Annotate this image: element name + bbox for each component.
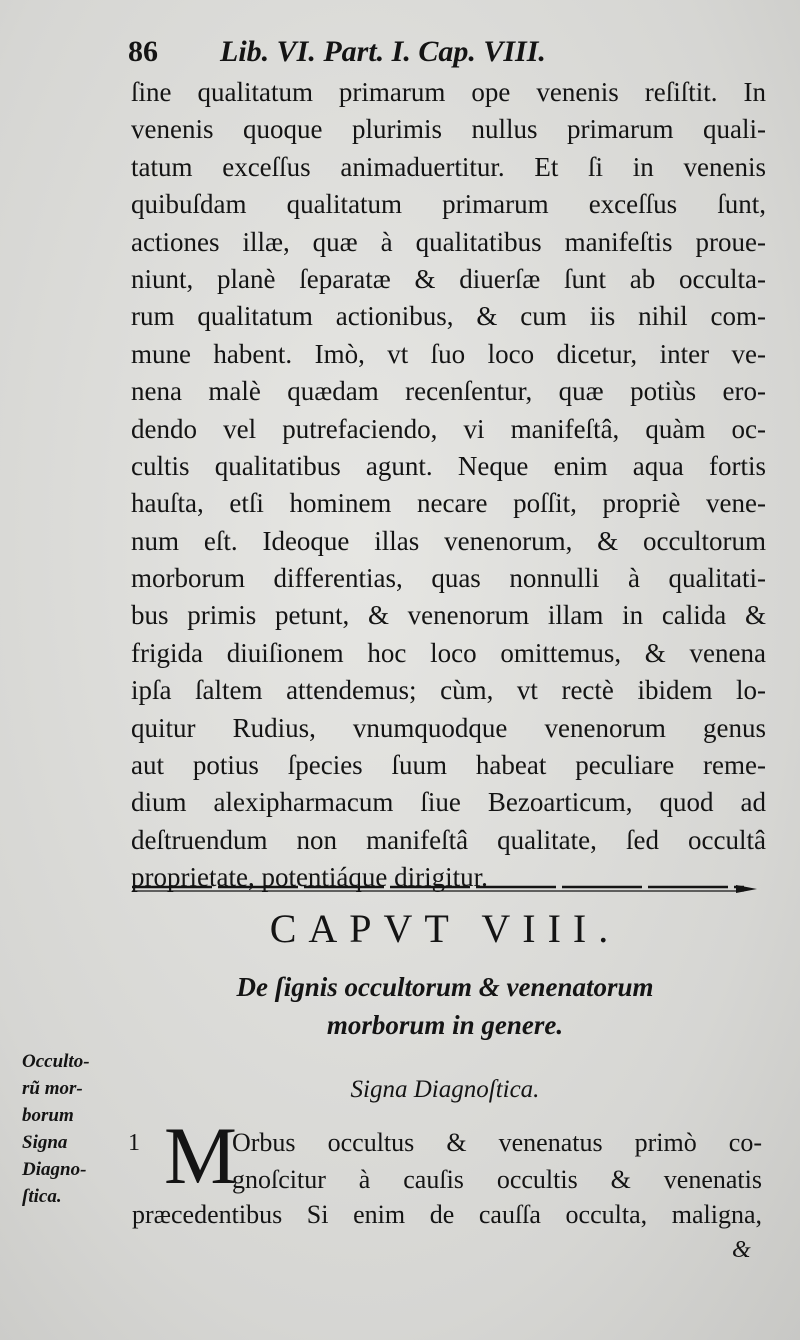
text-line: deſtruendum non manifeſtâ qualitate, ſed occultâ bbox=[131, 824, 766, 855]
text-line: tatum exceſſus animaduertitur. Et ſi in venenis bbox=[131, 151, 766, 182]
text-line: hauſta, etſi hominem necare poſſit, propriè vene- bbox=[131, 488, 766, 519]
chapter-subtitle-line-2: morborum in genere. bbox=[326, 1010, 564, 1040]
text-line: niunt, planè ſeparatæ & diuerſæ ſunt ab occulta- bbox=[131, 263, 766, 294]
running-title: Lib. VI. Part. I. Cap. VIII. bbox=[220, 35, 546, 68]
marginal-note bbox=[22, 1048, 122, 1210]
text-line: ſine qualitatum primarum ope venenis reſiſtit. In bbox=[131, 77, 766, 107]
chapter-title: CAPVT VIII. bbox=[269, 906, 621, 951]
marginal-note-line: Diagno- bbox=[22, 1159, 87, 1180]
text-line: rum qualitatum actionibus, & cum iis nihil com- bbox=[131, 301, 766, 332]
text-line: num eſt. Ideoque illas venenorum, & occultorum bbox=[131, 525, 766, 556]
paragraph-line bbox=[232, 1124, 762, 1161]
marginal-note-line: rũ mor- bbox=[22, 1078, 83, 1099]
text-line: quibuſdam qualitatum primarum exceſſus ſunt, bbox=[131, 189, 766, 220]
chapter-subtitle-line-1: De ſignis occultorum & venenatorum bbox=[236, 972, 654, 1002]
text-line: dendo vel putrefaciendo, vi manifeſtâ, quàm oc- bbox=[131, 413, 766, 444]
text-line: ipſa ſaltem attendemus; cùm, vt rectè ibidem lo- bbox=[131, 675, 766, 706]
text-line: bus primis petunt, & venenorum illam in calida & bbox=[131, 600, 766, 631]
marginal-note-line: Occulto- bbox=[22, 1051, 90, 1072]
marginal-note-line: ſtica. bbox=[22, 1186, 62, 1207]
running-header bbox=[128, 28, 648, 76]
body-text bbox=[131, 74, 766, 897]
paragraph-line-text: Orbus occultus & venenatus primò co- bbox=[232, 1128, 762, 1157]
paragraph-line-text: præcedentibus Si enim de cauſſa occulta, maligna, bbox=[132, 1200, 762, 1229]
text-line: aut potius ſpecies ſuum habeat peculiare reme- bbox=[131, 750, 766, 781]
text-line: cultis qualitatibus agunt. Neque enim aqua fortis bbox=[131, 450, 766, 481]
paragraph-line-text: gnoſcitur à cauſis occultis & venenatis bbox=[232, 1165, 762, 1194]
text-line: frigida diuiſionem hoc loco omittemus, & venena bbox=[131, 637, 766, 668]
ornamental-rule bbox=[132, 885, 757, 893]
marginal-note-line: borum bbox=[22, 1105, 74, 1126]
text-line: mune habent. Imò, vt ſuo loco dicetur, inter ve- bbox=[131, 338, 766, 369]
paragraph-line bbox=[132, 1196, 762, 1233]
text-line: proprietate, potentiáque dirigitur. bbox=[131, 862, 488, 893]
catchword: & bbox=[732, 1237, 751, 1263]
paragraph-line bbox=[232, 1161, 762, 1198]
marginal-note-line: Signa bbox=[22, 1132, 68, 1153]
drop-cap: M bbox=[164, 1110, 237, 1201]
text-line: nena malè quædam recenſentur, quæ potiùs ero- bbox=[131, 376, 766, 407]
text-line: actiones illæ, quæ à qualitatibus manifeſtis proue- bbox=[131, 226, 766, 257]
paragraph-number: 1 bbox=[128, 1130, 140, 1156]
text-line: venenis quoque plurimis nullus primarum quali- bbox=[131, 114, 766, 145]
text-line: dium alexipharmacum ſiue Bezoarticum, quod ad bbox=[131, 787, 766, 818]
page-number: 86 bbox=[128, 35, 158, 68]
text-line: morborum differentias, quas nonnulli à qualitati- bbox=[131, 563, 766, 594]
section-heading: Signa Diagnoſtica. bbox=[350, 1076, 540, 1103]
text-line: quitur Rudius, vnumquodque venenorum genus bbox=[131, 712, 766, 743]
